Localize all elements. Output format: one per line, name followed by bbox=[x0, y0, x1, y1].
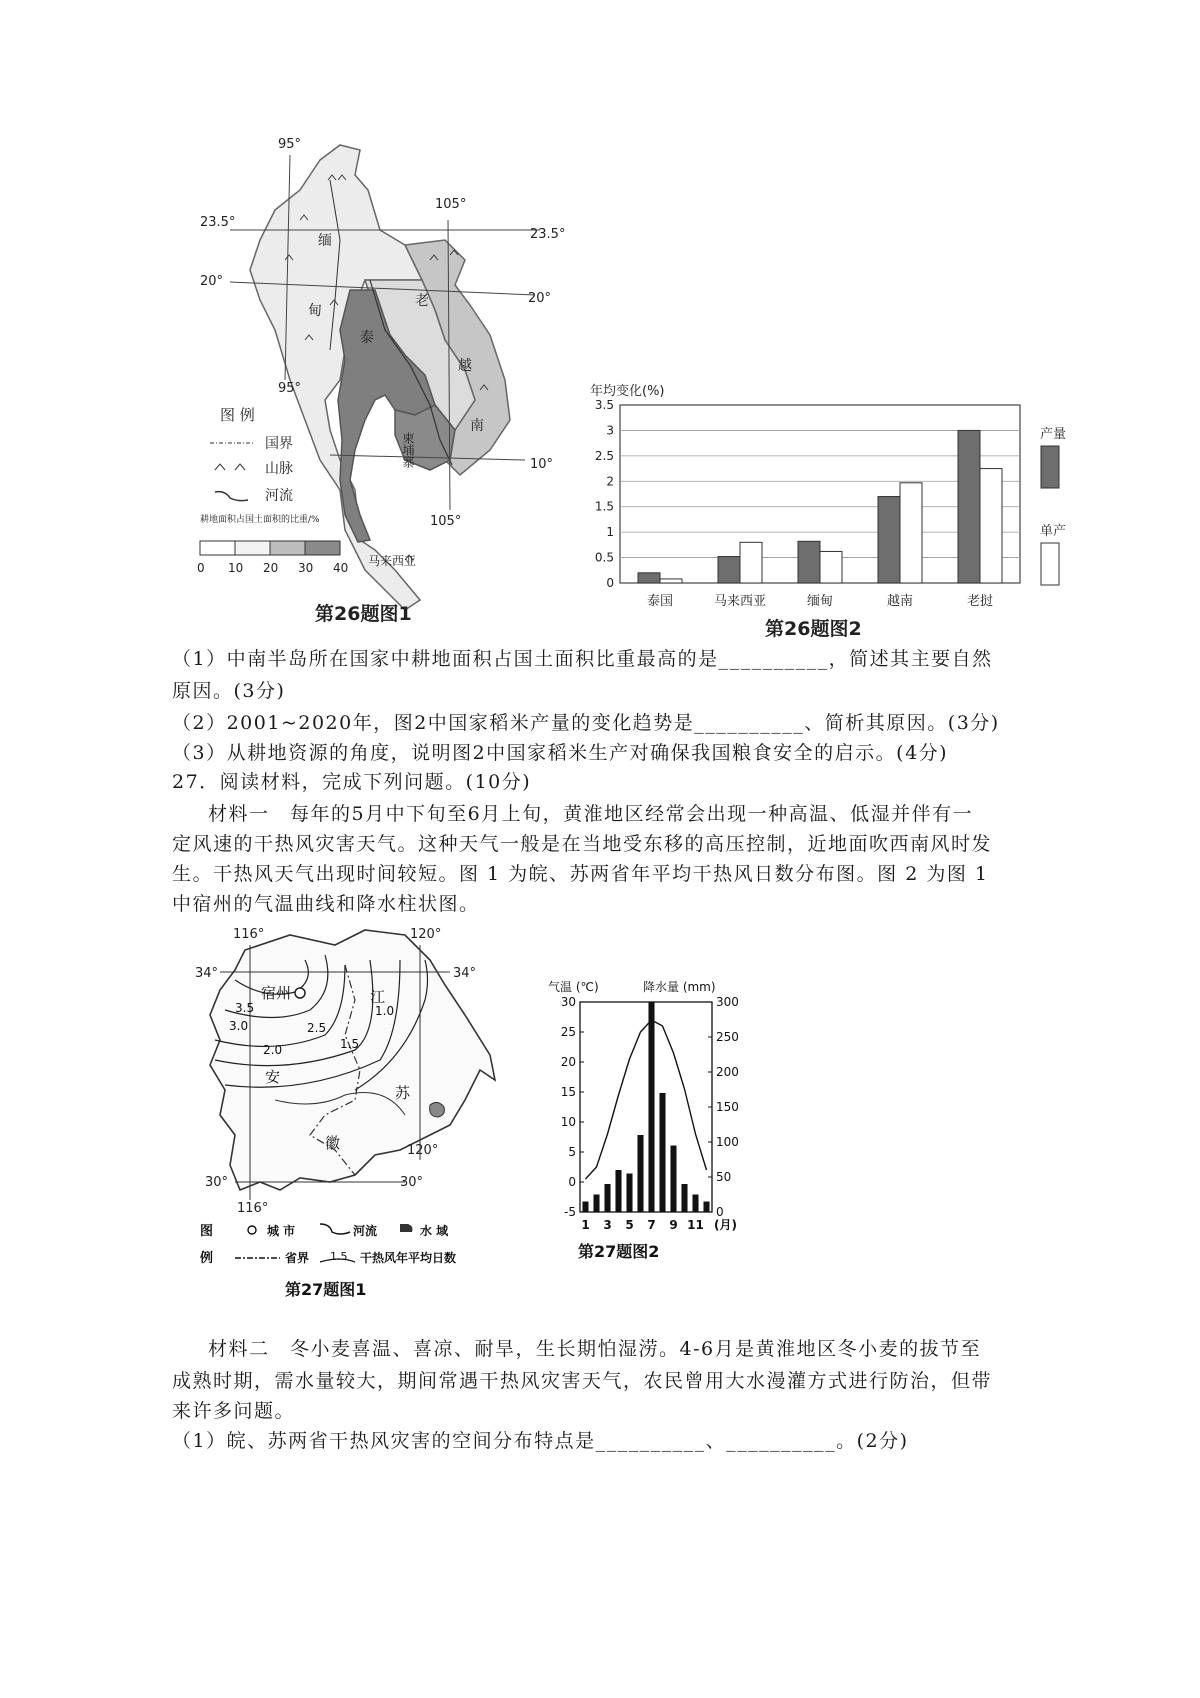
bar-output bbox=[638, 573, 660, 583]
month-tick-label: 5 bbox=[625, 1218, 634, 1232]
month-tick-label: 11 bbox=[687, 1218, 704, 1232]
q26-3: （3）从耕地资源的角度，说明图2中国家稻米生产对确保我国粮食安全的启示。(4分) bbox=[172, 742, 949, 764]
precip-bar bbox=[670, 1146, 676, 1213]
material2-line1: 材料二 冬小麦喜温、喜凉、耐旱，生长期怕湿涝。4-6月是黄淮地区冬小麦的拔节至 bbox=[208, 1338, 982, 1360]
month-tick-label: 3 bbox=[603, 1218, 612, 1232]
legend-scale-tick-20: 20 bbox=[263, 561, 279, 575]
bar-output bbox=[878, 497, 900, 583]
label-jiang: 江 bbox=[370, 988, 386, 1006]
lon-105-bottom-label: 105° bbox=[430, 514, 462, 529]
precip-bar bbox=[604, 1184, 610, 1212]
legend-scale-tick-0: 0 bbox=[197, 561, 205, 575]
material1-line2: 定风速的干热风灾害天气。这种天气一般是在当地受东移的高压控制，近地面吹西南风时发 bbox=[172, 833, 993, 855]
country-lao: 老 bbox=[415, 293, 429, 309]
legend-scale-tick-40: 40 bbox=[333, 561, 349, 575]
month-tick-label: 1 bbox=[581, 1218, 590, 1232]
isoline-1-0: 1.0 bbox=[375, 1004, 395, 1018]
bar-output bbox=[718, 557, 740, 583]
country-jianpuzhai: 柬埔寨 bbox=[401, 432, 415, 468]
legend-scale-tick-10: 10 bbox=[228, 561, 244, 575]
lon-116-top: 116° bbox=[233, 927, 265, 942]
fig26-bar-chart bbox=[585, 380, 1090, 640]
lat-30-right: 30° bbox=[400, 1175, 424, 1190]
legend-yield-label: 单产 bbox=[1040, 524, 1067, 539]
precip-bar bbox=[615, 1170, 621, 1212]
y-tick-label: 1.5 bbox=[594, 499, 614, 514]
isoline-3-0: 3.0 bbox=[229, 1019, 249, 1033]
country-nan: 南 bbox=[470, 418, 484, 434]
y-tick-label: 1 bbox=[606, 525, 614, 540]
legend-output-label: 产量 bbox=[1040, 427, 1067, 442]
y-tick-label: 0 bbox=[606, 576, 614, 590]
bar-yield bbox=[900, 483, 922, 583]
lon-105-top-label: 105° bbox=[435, 197, 467, 212]
y-tick-label: 0.5 bbox=[594, 550, 614, 565]
legend-water: 水 域 bbox=[420, 1224, 449, 1238]
legend-scale-tick-30: 30 bbox=[298, 561, 314, 575]
x-category-label: 老挝 bbox=[966, 594, 994, 609]
precip-bar bbox=[626, 1174, 632, 1213]
river-legend-icon bbox=[320, 1224, 350, 1234]
precip-tick-label: 200 bbox=[716, 1065, 739, 1079]
label-hui: 徽 bbox=[325, 1134, 341, 1152]
water-legend-icon bbox=[400, 1224, 413, 1232]
river-legend-icon bbox=[215, 492, 248, 501]
lon-116-bottom: 116° bbox=[237, 1201, 269, 1216]
temp-tick-label: 30 bbox=[560, 995, 576, 1009]
hongze-lake bbox=[430, 1102, 445, 1117]
country-miandian: 缅 bbox=[318, 233, 332, 249]
bar-yield bbox=[740, 542, 762, 583]
temp-tick-label: 10 bbox=[560, 1115, 576, 1129]
x-category-label: 马来西亚 bbox=[713, 594, 767, 609]
fig27-map-caption: 第27题图1 bbox=[285, 1280, 367, 1299]
precip-axis-title: 降水量 (mm) bbox=[643, 980, 716, 994]
fig26-map-caption: 第26题图1 bbox=[315, 603, 412, 625]
temp-axis-title: 气温 (℃) bbox=[548, 980, 599, 994]
climo-plot-frame bbox=[580, 1002, 712, 1212]
y-tick-label: 3.5 bbox=[594, 398, 614, 412]
y-tick-label: 2 bbox=[606, 474, 614, 489]
lon-120-top: 120° bbox=[410, 927, 442, 942]
legend-output-swatch bbox=[1041, 446, 1059, 488]
bar-yield bbox=[660, 579, 682, 583]
fig26-chart-ytitle: 年均变化(%) bbox=[590, 384, 665, 399]
precip-tick-label: 250 bbox=[716, 1030, 739, 1044]
temp-tick-label: 5 bbox=[568, 1145, 576, 1159]
fig27-climograph bbox=[548, 975, 778, 1265]
precip-bar bbox=[681, 1184, 687, 1212]
lat-20-right-label: 20° bbox=[528, 291, 552, 306]
precip-tick-label: 100 bbox=[716, 1135, 739, 1149]
legend-river-label: 河流 bbox=[265, 488, 293, 504]
q26-1-line1: （1）中南半岛所在国家中耕地面积占国土面积比重最高的是__________，简述其主要自然 bbox=[172, 648, 993, 670]
precip-bar bbox=[582, 1202, 588, 1213]
bar-output bbox=[798, 541, 820, 583]
legend-scale-title: 耕地面积占国土面积的比重/% bbox=[200, 515, 320, 525]
lat-34-left: 34° bbox=[195, 966, 219, 981]
legend-title: 图 例 bbox=[220, 406, 255, 424]
x-category-label: 泰国 bbox=[646, 594, 674, 609]
legend-river: 河流 bbox=[353, 1224, 378, 1238]
precip-bar bbox=[593, 1195, 599, 1213]
q27-1: （1）皖、苏两省干热风灾害的空间分布特点是__________、__________。(2分) bbox=[172, 1430, 909, 1452]
city-suzhou: 宿州 bbox=[261, 984, 292, 1002]
legend-iso-value: 1.5 bbox=[330, 1250, 348, 1263]
lon-95-mid-label: 95° bbox=[278, 381, 302, 396]
country-tai: 泰 bbox=[360, 330, 374, 346]
country-malaixiya: 马来西亚 bbox=[368, 554, 417, 568]
isoline-3-5: 3.5 bbox=[235, 1001, 255, 1015]
precip-tick-label: 0 bbox=[716, 1205, 724, 1219]
temp-tick-label: 20 bbox=[560, 1055, 576, 1069]
legend-iso: 干热风年平均日数 bbox=[360, 1251, 457, 1265]
suzhou-city-icon bbox=[295, 988, 305, 998]
mountain-legend-icon bbox=[215, 464, 245, 470]
isoline-2-5: 2.5 bbox=[307, 1021, 327, 1035]
bar-yield bbox=[820, 551, 842, 583]
fig26-chart-caption: 第26题图2 bbox=[765, 618, 862, 640]
precip-tick-label: 150 bbox=[716, 1100, 739, 1114]
temp-tick-label: 0 bbox=[568, 1175, 576, 1189]
legend-yield-swatch bbox=[1041, 543, 1059, 585]
temp-tick-label: 25 bbox=[560, 1025, 576, 1039]
precip-tick-label: 50 bbox=[716, 1170, 732, 1184]
fig27-map bbox=[195, 920, 535, 1305]
lat-23-5-right-label: 23.5° bbox=[530, 227, 566, 242]
legend-border-label: 国界 bbox=[265, 436, 293, 452]
precip-bar bbox=[692, 1195, 698, 1213]
lat-34-right: 34° bbox=[453, 966, 477, 981]
legend-tu: 图 bbox=[200, 1224, 214, 1239]
country-dian: 甸 bbox=[308, 303, 322, 319]
isoline-2-0: 2.0 bbox=[263, 1043, 283, 1057]
lat-30-left: 30° bbox=[205, 1175, 229, 1190]
material2-line3: 来许多问题。 bbox=[172, 1400, 296, 1422]
lon-120-mid: 120° bbox=[407, 1143, 439, 1158]
precip-bar bbox=[659, 1093, 665, 1212]
material1-line3: 生。干热风天气出现时间较短。图 1 为皖、苏两省年平均干热风日数分布图。图 2 为图 1 bbox=[172, 863, 989, 885]
bar-yield bbox=[980, 469, 1002, 583]
material1-line1: 材料一 每年的5月中下旬至6月上旬，黄淮地区经常会出现一种高温、低湿并伴有一 bbox=[208, 803, 974, 825]
month-tick-label: 7 bbox=[647, 1218, 656, 1232]
isoline-1-5: 1.5 bbox=[340, 1037, 360, 1051]
precip-bar bbox=[637, 1135, 643, 1212]
bar-output bbox=[958, 430, 980, 583]
month-unit-label: (月) bbox=[714, 1218, 737, 1232]
label-an: 安 bbox=[265, 1068, 281, 1086]
lat-23-5-left-label: 23.5° bbox=[200, 215, 236, 230]
lon-95-top-label: 95° bbox=[278, 137, 302, 152]
q27-heading: 27．阅读材料，完成下列问题。(10分) bbox=[172, 771, 532, 793]
q26-2: （2）2001~2020年，图2中国家稻米产量的变化趋势是__________、简析其原因。(3分) bbox=[172, 712, 1000, 734]
precip-bar bbox=[703, 1202, 709, 1213]
temp-tick-label: 15 bbox=[560, 1085, 576, 1099]
legend-border: 省界 bbox=[285, 1251, 310, 1265]
x-category-label: 缅甸 bbox=[806, 594, 834, 609]
x-category-label: 越南 bbox=[886, 594, 914, 609]
fig27-chart-caption: 第27题图2 bbox=[578, 1242, 660, 1261]
fig26-map bbox=[190, 130, 590, 640]
lat-10-label: 10° bbox=[530, 457, 554, 472]
material2-line2: 成熟时期，需水量较大，期间常遇干热风灾害天气，农民曾用大水漫灌方式进行防治，但带 bbox=[172, 1370, 993, 1392]
month-tick-label: 9 bbox=[669, 1218, 678, 1232]
label-su: 苏 bbox=[395, 1084, 411, 1102]
legend-city: 城 市 bbox=[267, 1224, 296, 1238]
y-tick-label: 2.5 bbox=[594, 448, 614, 463]
material1-line4: 中宿州的气温曲线和降水柱状图。 bbox=[172, 893, 480, 915]
country-yue: 越 bbox=[458, 358, 472, 374]
city-legend-icon bbox=[248, 1226, 256, 1234]
precip-tick-label: 300 bbox=[716, 995, 739, 1009]
legend-li: 例 bbox=[200, 1251, 214, 1266]
y-tick-label: 3 bbox=[606, 423, 614, 438]
precip-bar bbox=[648, 1002, 654, 1212]
lat-20-left-label: 20° bbox=[200, 274, 224, 289]
temp-tick-label: -5 bbox=[564, 1205, 576, 1219]
legend-scale-bar bbox=[200, 541, 340, 555]
legend-mountain-label: 山脉 bbox=[265, 461, 293, 477]
temperature-curve bbox=[586, 1020, 707, 1179]
q26-1-line2: 原因。(3分) bbox=[172, 680, 286, 702]
